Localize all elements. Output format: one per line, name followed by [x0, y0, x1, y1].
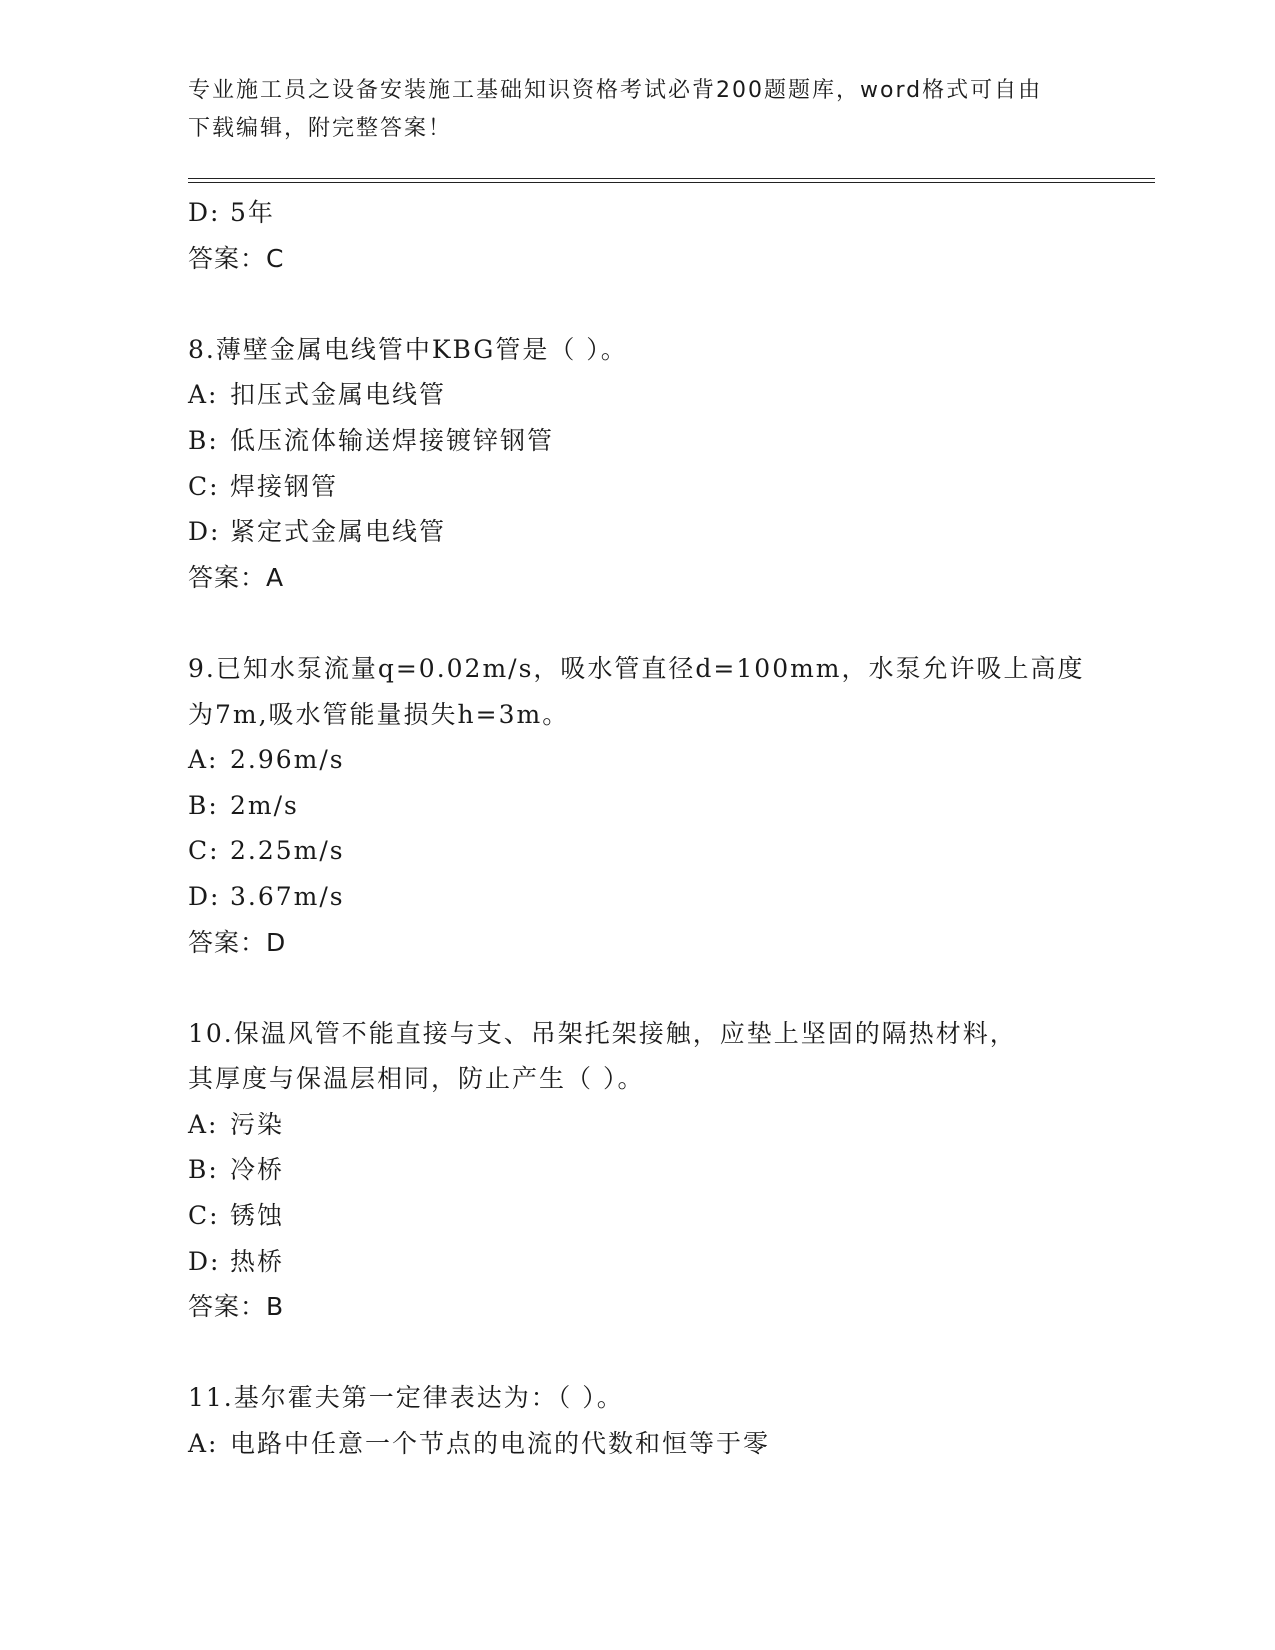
option-letter: B: [188, 425, 219, 455]
q10-option-c [188, 1193, 1128, 1239]
q10-answer: 答案：B [188, 1292, 285, 1322]
spacer [188, 600, 1128, 646]
q9-stem-line-1: 9.已知水泵流量q=0.02m/s，吸水管直径d=100mm，水泵允许吸上高度 [188, 653, 1085, 683]
option-text: 冷桥 [230, 1155, 285, 1185]
q10-option-b [188, 1147, 1128, 1193]
q8-option-a [188, 372, 1128, 418]
q10-stem-line-1: 10.保温风管不能直接与支、吊架托架接触，应垫上坚固的隔热材料， [188, 1018, 1017, 1048]
option-letter: D: [188, 1246, 221, 1276]
q9-option-c [188, 828, 1128, 874]
option-letter: D: [188, 198, 221, 227]
option-letter: D: [188, 517, 221, 547]
option-text: 2.25m/s [230, 836, 345, 866]
q8-option-d [188, 509, 1128, 555]
option-text: 热桥 [230, 1246, 285, 1276]
q8-stem: 8.薄壁金属电线管中KBG管是（ ）。 [188, 334, 628, 364]
option-letter: A: [188, 380, 219, 410]
q11-option-a [188, 1421, 1128, 1467]
option-letter: C: [188, 836, 220, 866]
option-text: 锈蚀 [230, 1201, 285, 1231]
page-header [188, 72, 1088, 148]
option-letter: C: [188, 471, 220, 501]
header-divider [188, 178, 1155, 183]
option-text: 紧定式金属电线管 [230, 517, 447, 547]
option-text: 扣压式金属电线管 [230, 380, 447, 410]
q7-option-d [188, 190, 1128, 236]
option-text: 焊接钢管 [230, 471, 339, 501]
q10-option-d [188, 1239, 1128, 1285]
option-letter: B: [188, 1155, 219, 1185]
q10-option-a [188, 1102, 1128, 1148]
option-letter: D: [188, 881, 221, 911]
option-text: 3.67m/s [230, 881, 345, 911]
option-text: 低压流体输送焊接镀锌钢管 [230, 425, 555, 455]
option-text: 2m/s [230, 790, 299, 820]
q9-stem-line-2: 为7m,吸水管能量损失h=3m。 [188, 699, 570, 729]
q8-answer: 答案：A [188, 562, 285, 592]
document-body [188, 190, 1128, 1467]
q8-option-b [188, 418, 1128, 464]
option-letter: B: [188, 790, 219, 820]
spacer [188, 281, 1128, 327]
q7-answer: 答案：C [188, 243, 285, 273]
q10-stem-line-2: 其厚度与保温层相同，防止产生（ ）。 [188, 1064, 645, 1094]
option-letter: C: [188, 1201, 220, 1231]
spacer [188, 965, 1128, 1011]
q9-answer: 答案：D [188, 927, 287, 957]
option-text: 电路中任意一个节点的电流的代数和恒等于零 [230, 1429, 771, 1459]
q8-option-c [188, 464, 1128, 510]
q9-option-b [188, 783, 1128, 829]
header-line-2: 下载编辑，附完整答案！ [188, 116, 453, 141]
option-letter: A: [188, 1109, 219, 1139]
q11-stem: 11.基尔霍夫第一定律表达为：（ ）。 [188, 1383, 624, 1413]
option-text: 污染 [230, 1109, 285, 1139]
header-line-1: 专业施工员之设备安装施工基础知识资格考试必背200题题库，word格式可自由 [188, 78, 1043, 103]
option-letter: A: [188, 1429, 219, 1459]
spacer [188, 1330, 1128, 1376]
q9-option-d [188, 874, 1128, 920]
option-letter: A: [188, 745, 219, 775]
option-text: 5年 [230, 198, 275, 227]
q9-option-a [188, 737, 1128, 783]
option-text: 2.96m/s [230, 745, 345, 775]
